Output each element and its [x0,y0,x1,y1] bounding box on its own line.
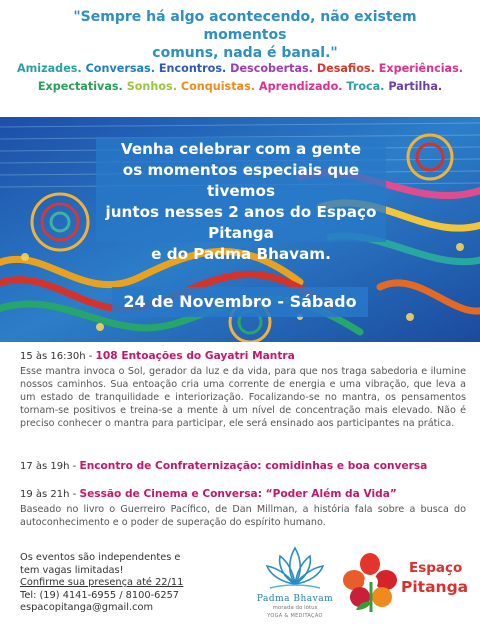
banner-message [96,139,386,265]
theme-word: Conversas. [85,62,155,75]
event-title: Sessão de Cinema e Conversa: “Poder Além da Vida” [79,488,397,500]
pitanga-line-1: Espaço [409,560,463,576]
theme-word: Amizades. [16,62,82,75]
banner-line-3: juntos nesses 2 anos do Espaço Pitanga [105,203,377,242]
pitanga-fruit-icon [340,550,404,614]
theme-word: Aprendizado. [258,80,343,93]
themes-line-2 [8,78,472,96]
celebration-banner [0,117,480,342]
event-title: Encontro de Confraternização: comidinhas e boa conversa [79,460,428,472]
theme-word: Troca. [346,80,385,93]
theme-word: Expectativas. [37,80,123,93]
espaco-pitanga-logo [340,550,470,630]
pitanga-line-2: Pitanga [401,578,469,596]
event-heading [20,488,466,501]
quote-line-2: comuns, nada é banal." [152,45,338,61]
footer-info [20,552,210,615]
padma-bhavam-logo [240,540,350,632]
lotus-icon [240,540,350,592]
footer-line-2: tem vagas limitadas! [20,564,124,576]
theme-word: Partilha. [388,80,443,93]
banner-line-1: Venha celebrar com a gente [120,140,362,158]
banner-line-2: os momentos especiais que tivemos [122,161,360,200]
event-description: Esse mantra invoca o Sol, gerador da luz e da vida, para que nos traga sabedoria e ilumine nossos caminhos. Sua entoação cria uma corrente de energia e uma vibração, que leva a um estado de tranquilidade e interiorização. Focalizando-se no mantra, os pensamentos tornam-se positivos e treina-se a mente à um nível de concentração mais elevado. Não é preciso conhecer o mantra para participar, ele será ensinado aos participantes na prática. [20,366,466,429]
theme-word: Experiências. [378,62,464,75]
footer-line-1: Os eventos são independentes e [20,552,181,563]
banner-line-4: e do Padma Bhavam. [151,245,331,263]
theme-word: Sonhos. [126,80,177,93]
phone-number: Tel: (19) 4141-6955 / 8100-6257 [20,589,180,601]
event-gayatri-mantra [20,350,466,430]
padma-tagline: morada do lótus [272,605,318,611]
theme-word: Descobertas. [230,62,313,75]
event-date: 24 de Novembro - Sábado [123,292,357,311]
event-confraternizacao [20,460,466,473]
event-time: 17 às 19h - [20,461,80,472]
email-address: espacopitanga@gmail.com [20,602,153,613]
rsvp-deadline: Confirme sua presença até 22/11 [20,577,184,588]
header-quote [40,8,450,62]
event-time: 19 às 21h - [20,489,80,500]
theme-word: Encontros. [158,62,227,75]
event-cinema [20,488,466,529]
event-description: Baseado no livro o Guerreiro Pacífico, de Dan Millman, a história fala sobre a busca do autoconhecimento e o poder de superação do espírito humano. [20,504,466,528]
event-title: 108 Entoações do Gayatri Mantra [95,350,295,362]
theme-word: Conquistas. [180,80,256,93]
event-heading [20,350,466,363]
theme-word: Desafios. [316,62,375,75]
event-heading [20,460,466,473]
event-time: 15 às 16:30h - [20,351,96,362]
themes-list [8,60,472,96]
padma-subtitle: YOGA & MEDITAÇÃO [267,613,323,619]
padma-name: Padma Bhavam [256,594,334,604]
quote-line-1: "Sempre há algo acontecendo, não existem momentos [73,9,417,43]
themes-line-1 [8,60,472,78]
